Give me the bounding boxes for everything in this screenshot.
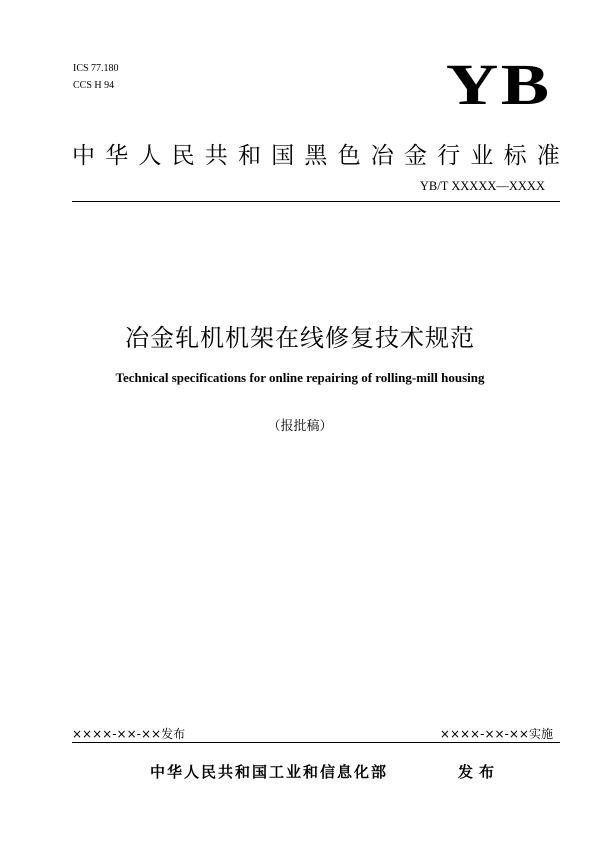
document-title-en: Technical specifications for online repairing of rolling-mill housing: [115, 370, 485, 385]
classification-block: [73, 60, 119, 94]
top-divider: [72, 201, 560, 202]
ics-code: ICS 77.180: [73, 63, 119, 74]
document-title-cn: 冶金轧机机架在线修复技术规范: [125, 324, 475, 352]
issue-label: 发布: [458, 763, 501, 781]
issuing-authority: 中华人民共和国工业和信息化部: [150, 763, 389, 781]
ccs-code: CCS H 94: [73, 80, 115, 91]
draft-status: （报批稿）: [267, 419, 333, 434]
standard-title: 中华人民共和国黑色冶金行业标准: [72, 143, 570, 169]
bottom-divider: [72, 742, 560, 743]
publish-date: ××××-××-××发布: [72, 727, 186, 741]
effective-date: ××××-××-××实施: [439, 727, 553, 741]
yb-logo: YB: [446, 52, 552, 117]
standard-code: YB/T XXXXX—XXXX: [419, 179, 545, 193]
